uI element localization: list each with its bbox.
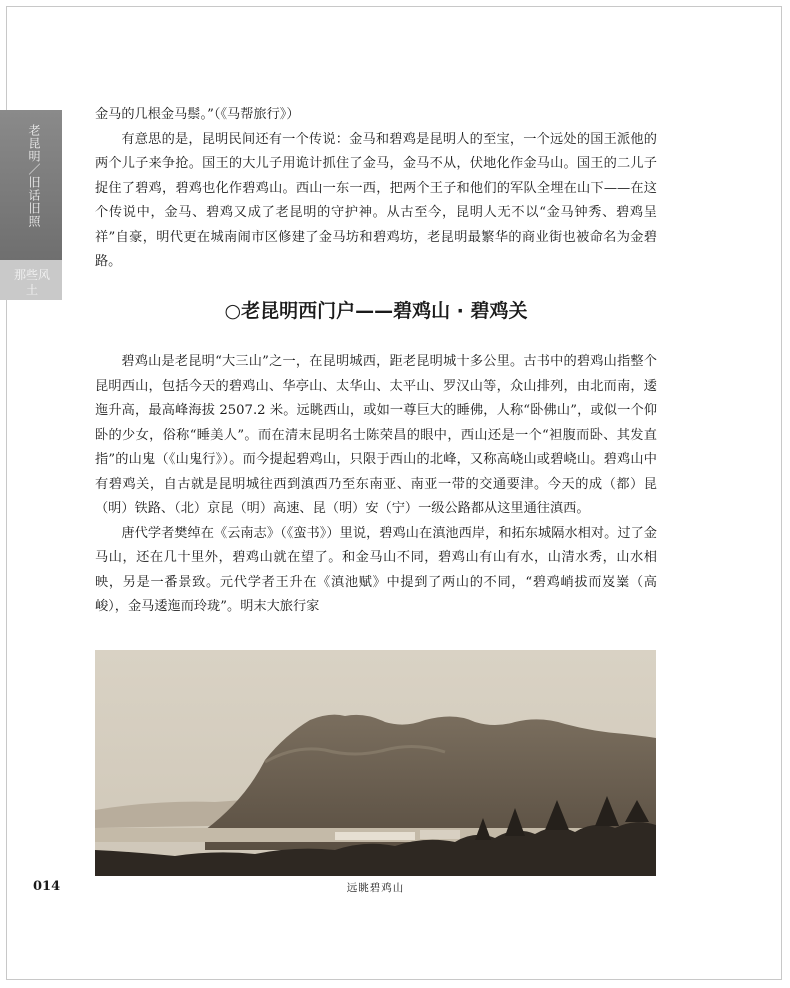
top-text-block (95, 103, 657, 275)
side-tab-label: 老昆明／旧话旧照 (27, 124, 41, 228)
paragraph-continuation: 金马的几根金马鬃。”（《马帮旅行》） (95, 107, 300, 122)
side-tab (0, 110, 62, 296)
photo-caption: 远眺碧鸡山 (346, 882, 405, 894)
section-heading: ○老昆明西门户——碧鸡山 · 碧鸡关 (224, 300, 528, 322)
paragraph-legend: 有意思的是，昆明民间还有一个传说：金马和碧鸡是昆明人的至宝，一个远处的国王派他的两个儿子来争抢。国王的大儿子用诡计抓住了金马，金马不从，伏地化作金马山。国王的二儿子捉住了碧鸡，碧鸡也化作碧鸡山。西山一东一西，把两个王子和他们的军队全埋在山下——在这个传说中，金马、碧鸡又成了老昆明的守护神。从古至今，昆明人无不以“金马钟秀、碧鸡呈祥”自豪，明代更在城南闹市区修建了金马坊和碧鸡坊，老昆明最繁华的商业街也被命名为金碧路。 (95, 131, 657, 269)
side-tab-sublabel: 那些风土 (13, 268, 50, 297)
page-number: 014 (33, 879, 61, 894)
bottom-text-block (95, 350, 657, 620)
paragraph-bijishan: 碧鸡山是老昆明“大三山”之一，在昆明城西，距老昆明城十多公里。古书中的碧鸡山指整个昆明西山，包括今天的碧鸡山、华亭山、太华山、太平山、罗汉山等，众山排列，由北而南，逶迤升高，最高峰海拔 2507.2 米。远眺西山，或如一尊巨大的睡佛，人称“卧佛山”，或似一个仰卧的少女，俗称“睡美人”。而在清末昆明名士陈荣昌的眼中，西山还是一个“袒腹而卧、其发直指”的山鬼（《山鬼行》）。而今提起碧鸡山，只限于西山的北峰，又称高峣山或碧峣山。碧鸡山中有碧鸡关，自古就是昆明城往西到滇西乃至东南亚、南亚一带的交通要津。今天的成（都）昆（明）铁路、（北）京昆（明）高速、昆（明）安（宁）一级公路都从这里通往滇西。 (95, 354, 657, 516)
mountain-photo-illustration (95, 650, 656, 876)
paragraph-tang-scholar: 唐代学者樊绰在《云南志》（《蛮书》）里说，碧鸡山在滇池西岸，和拓东城隔水相对。过了金马山，还在几十里外，碧鸡山就在望了。和金马山不同，碧鸡山有山有水，山清水秀，山水相映，另是一番景致。元代学者王升在《滇池赋》中提到了两山的不同，“碧鸡峭拔而岌嶪（高峻），金马逶迤而玲珑”。明末大旅行家 (95, 525, 657, 614)
bijishan-photo (95, 650, 656, 876)
